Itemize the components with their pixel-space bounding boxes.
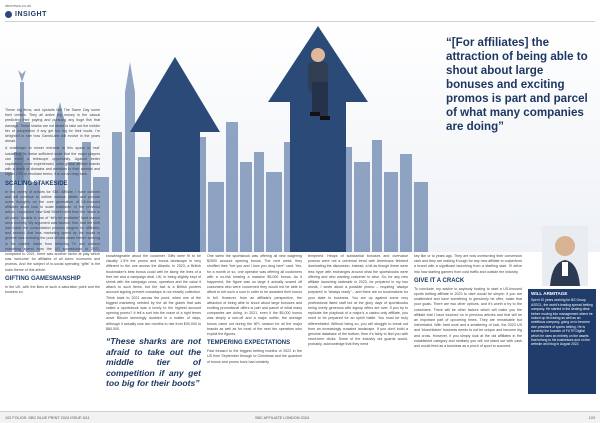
column-3: [207, 254, 302, 408]
col1-scaling: In this variety of articles for SBC Affiliate, I have outlined and will continue to outline various pitfalls and provide some thoughts on the core generation of UK-focused affiliates about how to scale stakeside. In the previous article, I explained ‘new Wall Street’s shift from the “stake to all costs” models to one of “let’s be profitable” hard stance seen recently. My argument was twofold: first, that the shift had made the consolidation process tougher for affiliates; and second, that less marketing spend by the books in general was reducing the pool of total share before seeking in the market. Aside from reducing TV and outdoor marketing spend from the US sportsbooks in 2022, compared to 2021, there was another factor at play which was ‘welcome’ for affiliates of all sizes: economic and promos. And the subject of in-social spending “gifts” is the main theme of this article.: [5, 189, 100, 272]
col4-text: tempered. Heaps of substantial bonuses and overvalue promos were not a universal trend with Americans finished dominating the discussion. Instead, a bit as though these were less hype with exchanges around what the sportsbooks were offering and who wanting customer to wise. So, for any new affiliate launching stateside in 2023, be prepared in my two words, I wrote about a possible promo – requiring ‘always prepared’ in “always ready” – and there are no bookmakers for your state to business. You are up against some very professional listed staff but at the glory days of sportsbooks being overly generous with signup offers are over. If you try to replicate the playbook of a major’s a casino-only affiliate, you need to be prepared for an uphill battle. You must be truly differentiated. Without being so, you will struggle to break out from an increasingly crowded landscape. If you don’t build a genuine database of the bottom, then it’s fairly to find you with short-term clicks. Some of the industry old guards would, probably, acknowledge that they need: [308, 254, 408, 347]
section-tag: [5, 11, 47, 18]
col1-intro: These big firms, and upstarts like The Same Day some their onlines. They all active big money in the casual predicting their paying and pursuing any huge fish that damage. These sharks are not afraid to take out the middle tier of competition if any get too big for their boots. I’m delighted to see how GambLabs will evolve in the years ahead.: [5, 108, 100, 144]
author-portrait: [542, 226, 588, 286]
footer-left: 102 FOLIOS: SBC BLUE PRINT 2024 ISSUE 5/11: [5, 416, 90, 420]
heading-gifting: GIFTING GAMESMANSHIP: [5, 275, 81, 282]
footer-right: 103: [588, 416, 595, 420]
col1-gifting: In the UK, with the likes of such a saturation point and the bookers so: [5, 284, 100, 295]
pull-quote-top: “[For affiliates] the attraction of being able to shout about large bonuses and exciting promos is part and parcel of what many companies are doing”: [446, 36, 588, 133]
column-5: [414, 254, 522, 408]
heading-give: GIVE IT A CRACK: [414, 277, 465, 284]
site-name: sbcnews.co.uk: [5, 3, 32, 8]
heading-tempering: TEMPERING EXPECTATIONS: [207, 340, 291, 347]
author-box: [528, 289, 596, 394]
col3-text: One week the sportsbook was offering all new wagering $2500 account opening bonus. The next week, they shuffled their “bet you and I love you drug here” card. Yes, for a month or so, one operator was offering all customers with a no-risk bearing a massive $5,000 bonus. As it happened, the figure was so large it actually scared off customers who were concerned they would not be able to afford to bet such a sum in order to be awarded their bonus in full. However, from an affiliate’s perspective, the attraction of being able to shout about large bonuses and exciting promotional offers is part and parcel of what many companies are doing. In 2021, even if the $5,000 bonus was simply a one-off and a major outlier, the average bonus came out during the NFL season for all the major brands as well as for most of the next tier operators who exploit the figures.: [207, 254, 302, 337]
col2-text: knowledgeable about the customer. Gifts were fit to be visually 1.5% the promo and bonus landscape is very different to the one across the Atlantic. In 2023, a British bookmaker’s best bonus could well be along the lines of a free bet and a campaign deal. UK, in being slightly kept of shrink with the campaign cross, operators and the value it attach to such items, but the fact is a British punters account signing prevent nowadays is not exactly collection. Think back to 2021 across the pond, when one of the biggest marketing needed by the all the giants that was called a sportsbook was a lovely to the highest account opening promo? It fell a sort into the craze of a right terms wove Bitcoin seemingly doubled in a matter of days, although it actually now two months to rise from $30,000 to $60,000.: [106, 254, 201, 331]
col3-tempering: Fast forward to the biggest betting months of 2022 in the US from September through to Christmas and the quantum of bonus and promo buzz had certainly: [207, 349, 302, 364]
author-bio: Spent 10 years working for BS Group ASSCL, the world’s leading spread betting company. He started in the dealing desk before moving into management where he looked up its trading as well as an ambitious company, going on to become vice president of sports betting. He is currently the founder of FUTR Digital which he uses an entirely on the assets that belong to his businesses and on the website and blog in August 2022.: [531, 298, 593, 347]
section-dot-icon: [5, 11, 12, 18]
author-name: WILL ARMITAGE: [531, 291, 568, 296]
page-footer: [0, 411, 600, 423]
col5-give: To conclude, my advice to anybody looking to start a US-focused sports betting affiliate in 2023 to dare would be simple: if you are unattended and have something to genuinely be offer, make that your goals. There are two other options, and it’s worth a try to the customers. There will be other factors which will make you the affiliate that I have touched on in previous articles and that will be an important part of upcoming times. They are remarkable but interrelated. With hard work and a smattering of luck, the 2023 US and ‘bluechildren’ business needs to not be unique and become big and cross. However, if you simply look at the old affiliates in the established category and similarly you will not stand out with cash and would feed as a business as a pinch of sport to succeed.: [414, 286, 522, 349]
heading-scaling: SCALING STAKESIDE: [5, 180, 68, 187]
column-2: [106, 254, 201, 408]
column-4: [308, 254, 408, 408]
pull-quote-mid: “These sharks are not afraid to take out the middle tier of competition if any get too big for their boots”: [106, 336, 201, 389]
section-tag-label: INSIGHT: [15, 11, 47, 18]
column-1: [5, 108, 100, 408]
col1-intro2: A challenger to newer entrants to this space is ‘real’ sustaining, to these sufficient scale that the major players can exert a telescope opportunity. Against better capitalised, more experienced, older global affiliate brands with a depth of domains and websites in their arsenal and higher CPA or revshare terms, it is not an easy task.: [5, 146, 100, 177]
footer-center: SBC AFFILIATE LONDON 2024: [255, 416, 309, 420]
col5-text: key like or to years ago. They are now overturning their conversion rank and they are making it tough for any new affiliate to outperform a brand with a significant launching from a startling start. I’ll delve into how starting gamers from cold traffic and outside the industry.: [414, 254, 522, 274]
